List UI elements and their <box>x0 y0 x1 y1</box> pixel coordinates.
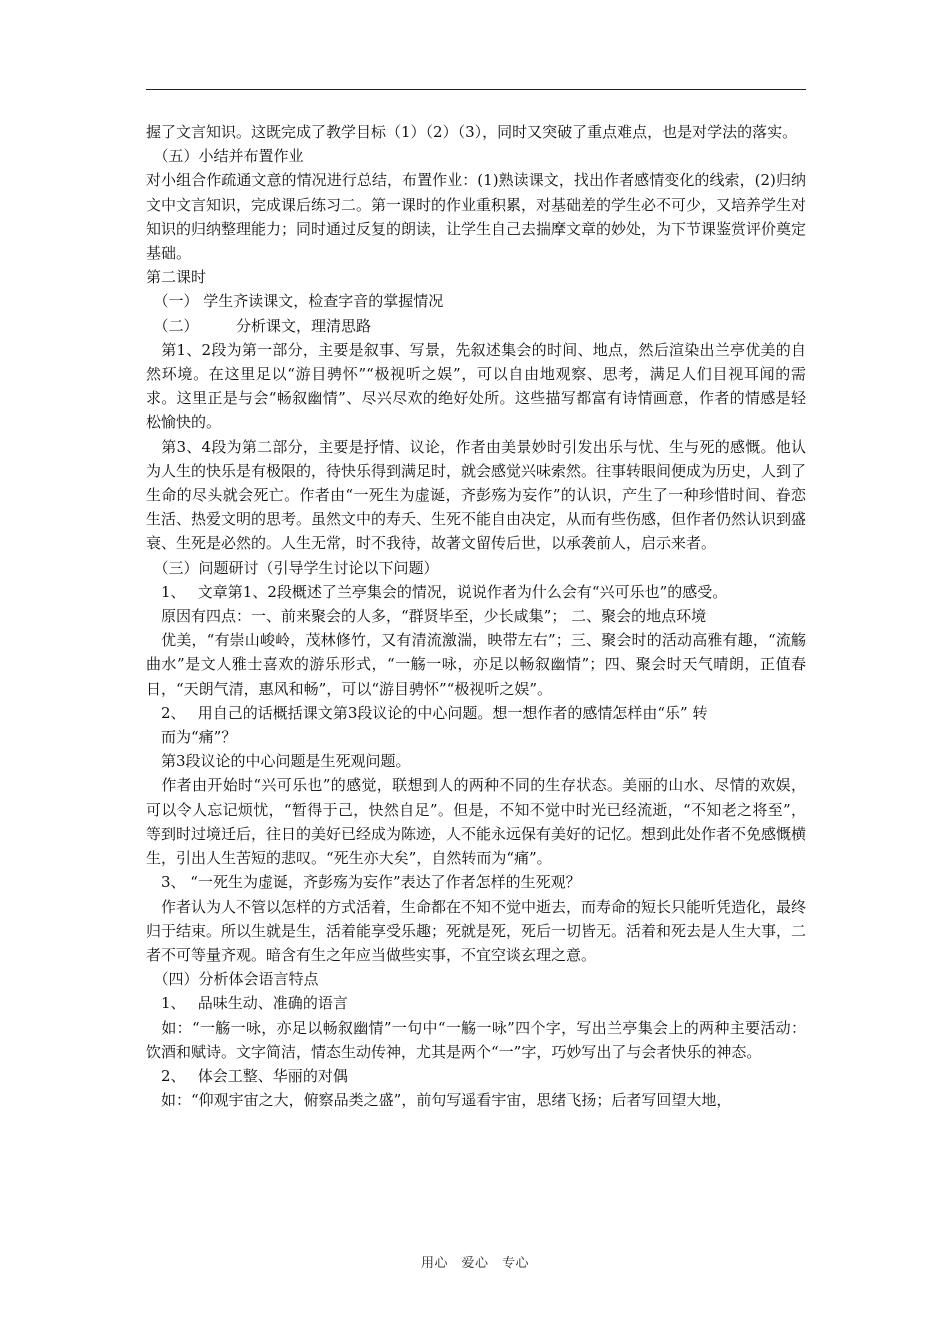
answer-1-rest: 优美，“有崇山峻岭，茂林修竹，又有清流激湍，映带左右”；三、聚会时的活动高雅有趣，“流觞曲水”是文人雅士喜欢的游乐形式，“一觞一咏，亦足以畅叙幽情”；四、聚会时天气晴朗，正值春日，“天朗气清，惠风和畅”，可以“游目骋怀”“极视听之娱”。 <box>146 631 806 698</box>
step-2: （二） 分析课文，理清思路 <box>146 316 372 335</box>
paragraph-homework: 对小组合作疏通文意的情况进行总结，布置作业：(1)熟读课文，找出作者感情变化的线索，(2)归纳文中文言知识，完成课后练习二。第一课时的作业重积累，对基础差的学生必不可少，又培养学生对知识的归纳整理能力；同时通过反复的朗读，让学生自己去揣摩文章的妙处，为下节课鉴赏评价奠定基础。 <box>146 171 807 263</box>
section-heading-lesson-2: 第二课时 <box>146 268 207 287</box>
section-heading-language: （四）分析体会语言特点 <box>146 970 319 989</box>
section-heading-summary: （五）小结并布置作业 <box>146 147 304 166</box>
document-body <box>146 120 806 1112</box>
paragraph-1: 握了文言知识。这既完成了教学目标（1）（2）（3），同时又突破了重点难点，也是对学法的落实。 <box>146 123 798 141</box>
paragraph-part-1: 第1、2段为第一部分，主要是叙事、写景，先叙述集会的时间、地点，然后渲染出兰亭优美的自然环境。在这里足以“游目骋怀”“极视听之娱”，可以自由地观察、思考，满足人们目视耳闻的需求。这里正是与会“畅叙幽情”、尽兴尽欢的绝好处所。这些描写都富有诗情画意，作者的情感是轻松愉快的。 <box>146 340 806 432</box>
paragraph-part-2: 第3、4段为第二部分，主要是抒情、议论，作者由美景妙时引发出乐与忧、生与死的感慨。他认为人生的快乐是有极限的，待快乐得到满足时，就会感觉兴味索然。往事转眼间便成为历史，人到了生命的尽头就会死亡。作者由“一死生为虚诞，齐彭殇为妄作”的认识，产生了一种珍惜时间、眷恋生活、热爱文明的思考。虽然文中的寿夭、生死不能自由决定，从而有些伤感，但作者仍然认识到盛衰、生死是必然的。人生无常，时不我待，故著文留传后世，以承袭前人，启示来者。 <box>146 437 807 553</box>
answer-2-body: 作者由开始时“兴可乐也”的感觉，联想到人的两种不同的生存状态。美丽的山水、尽情的欢娱，可以令人忘记烦忧，“暂得于己，快然自足”。但是，不知不觉中时光已经流逝，“不知老之将至”，等到时过境迁后，往日的美好已经成为陈迹，人不能永远保有美好的记忆。想到此处作者不免感慨横生，引出人生苦短的悲叹。“死生亦大矣”，自然转而为“痛”。 <box>146 776 807 868</box>
question-2-line-2: 而为“痛”？ <box>146 728 237 747</box>
question-3: 3、 “一死生为虚诞，齐彭殇为妄作”表达了作者怎样的生死观？ <box>146 873 581 892</box>
question-1: 1、 文章第1、2段概述了兰亭集会的情况，说说作者为什么会有“兴可乐也”的感受。 <box>146 582 728 601</box>
question-2-line-1: 2、 用自己的话概括课文第3段议论的中心问题。想一想作者的感情怎样由“乐” 转 <box>146 703 708 722</box>
language-point-1: 1、 品味生动、准确的语言 <box>146 994 348 1013</box>
answer-2-intro: 第3段议论的中心问题是生死观问题。 <box>146 752 411 771</box>
page-footer: 用心 爱心 专心 <box>420 1256 529 1271</box>
language-example-1: 如：“一觞一咏，亦足以畅叙幽情”一句中“一觞一咏”四个字，写出兰亭集会上的两种主要活动：饮酒和赋诗。文字简洁，情态生动传神，尤其是两个“一”字，巧妙写出了与会者快乐的神态。 <box>146 1018 806 1061</box>
section-heading-discussion: （三）问题研讨（引导学生讨论以下问题） <box>146 558 439 577</box>
step-1: （一） 学生齐读课文，检查字音的掌握情况 <box>146 292 444 311</box>
language-example-2: 如：“仰观宇宙之大，俯察品类之盛”，前句写遥看宇宙，思绪飞扬；后者写回望大地， <box>146 1091 732 1110</box>
language-point-2: 2、 体会工整、华丽的对偶 <box>146 1066 348 1085</box>
answer-3: 作者认为人不管以怎样的方式活着，生命都在不知不觉中逝去，而寿命的短长只能听凭造化，最终归于结束。所以生就是生，活着能享受乐趣；死就是死，死后一切皆无。活着和死去是人生大事，二者不可等量齐观。暗含有生之年应当做些实事，不宜空谈玄理之意。 <box>146 897 807 964</box>
answer-1-line-1: 原因有四点：一、前来聚会的人多，“群贤毕至，少长咸集”； 二、聚会的地点环境 <box>146 607 707 626</box>
header-rule <box>146 89 806 90</box>
